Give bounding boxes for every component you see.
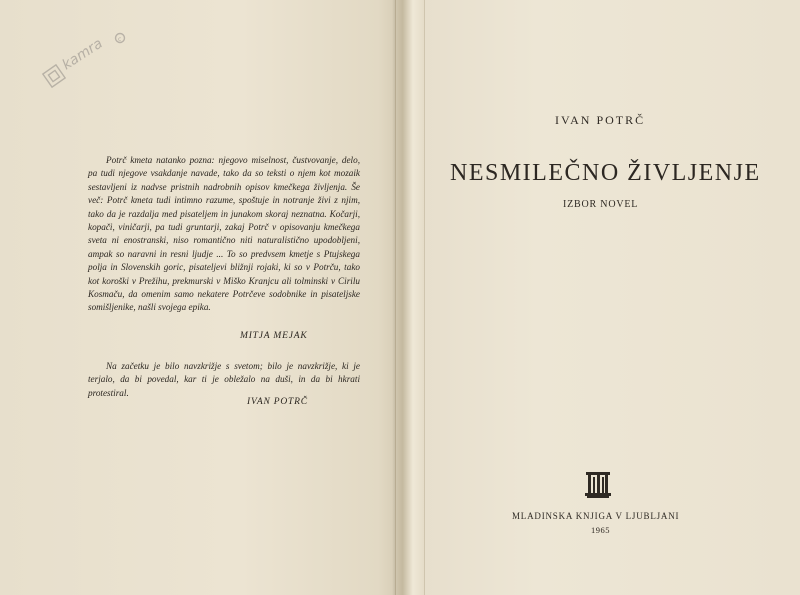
potrc-quote: Na začetku je bilo navzkrižje s svetom; bilo je navzkrižje, ki je terjalo, da bi povedal, kar ti je obležalo na duši, in da bi hkrati protestiral. <box>88 361 360 398</box>
publication-year: 1965 <box>591 525 610 535</box>
publisher-name: MLADINSKA KNJIGA V LJUBLJANI <box>512 511 680 521</box>
book-subtitle: IZBOR NOVEL <box>563 199 639 210</box>
publisher-logo-icon <box>584 470 612 500</box>
left-page <box>0 0 398 595</box>
svg-text:c: c <box>118 36 122 43</box>
watermark-text: kamra <box>59 35 106 74</box>
signature-potrc: IVAN POTRČ <box>247 397 308 407</box>
book-title: NESMILEČNO ŽIVLJENJE <box>450 160 761 186</box>
kamra-watermark-logo <box>40 30 130 100</box>
book-spine <box>395 0 425 595</box>
right-page <box>425 0 800 595</box>
author-name: IVAN POTRČ <box>555 113 646 127</box>
signature-mejak: MITJA MEJAK <box>240 331 308 341</box>
mejak-quote: Potrč kmeta natanko pozna: njegovo miselnost, čustvovanje, delo, pa tudi njegove vsakdanje navade, tako da so teksti o njem kot mozaik sestavljeni iz nadvse pristnih nadrobnih opisov kmečkega življenja. Še več: Potrč kmeta tudi intimno razume, spoštuje in notranje živi z njim, tako da je razdalja med pisateljem in junakom skoraj neznatna. Kočarji, kopači, viničarji, pa tudi gruntarji, zakaj Potrč v opisovanju kmečkega sveta ni enostranski, niso romantično niti naturalistično upodobljeni, ampak so naravni in resni ljudje ... To so predvsem kmetje s Ptujskega polja in Slovenskih goric, pisateljevi bližnji rojaki, ki so v Potrču, tako kot koroški v Prežihu, prekmurski v Miško Kranjcu ali tolminski v Cirilu Kosmaču, da omenim samo nekatere Potrčeve sodobnike in pisateljske somišljenike, našli svojega epika. <box>88 155 360 313</box>
